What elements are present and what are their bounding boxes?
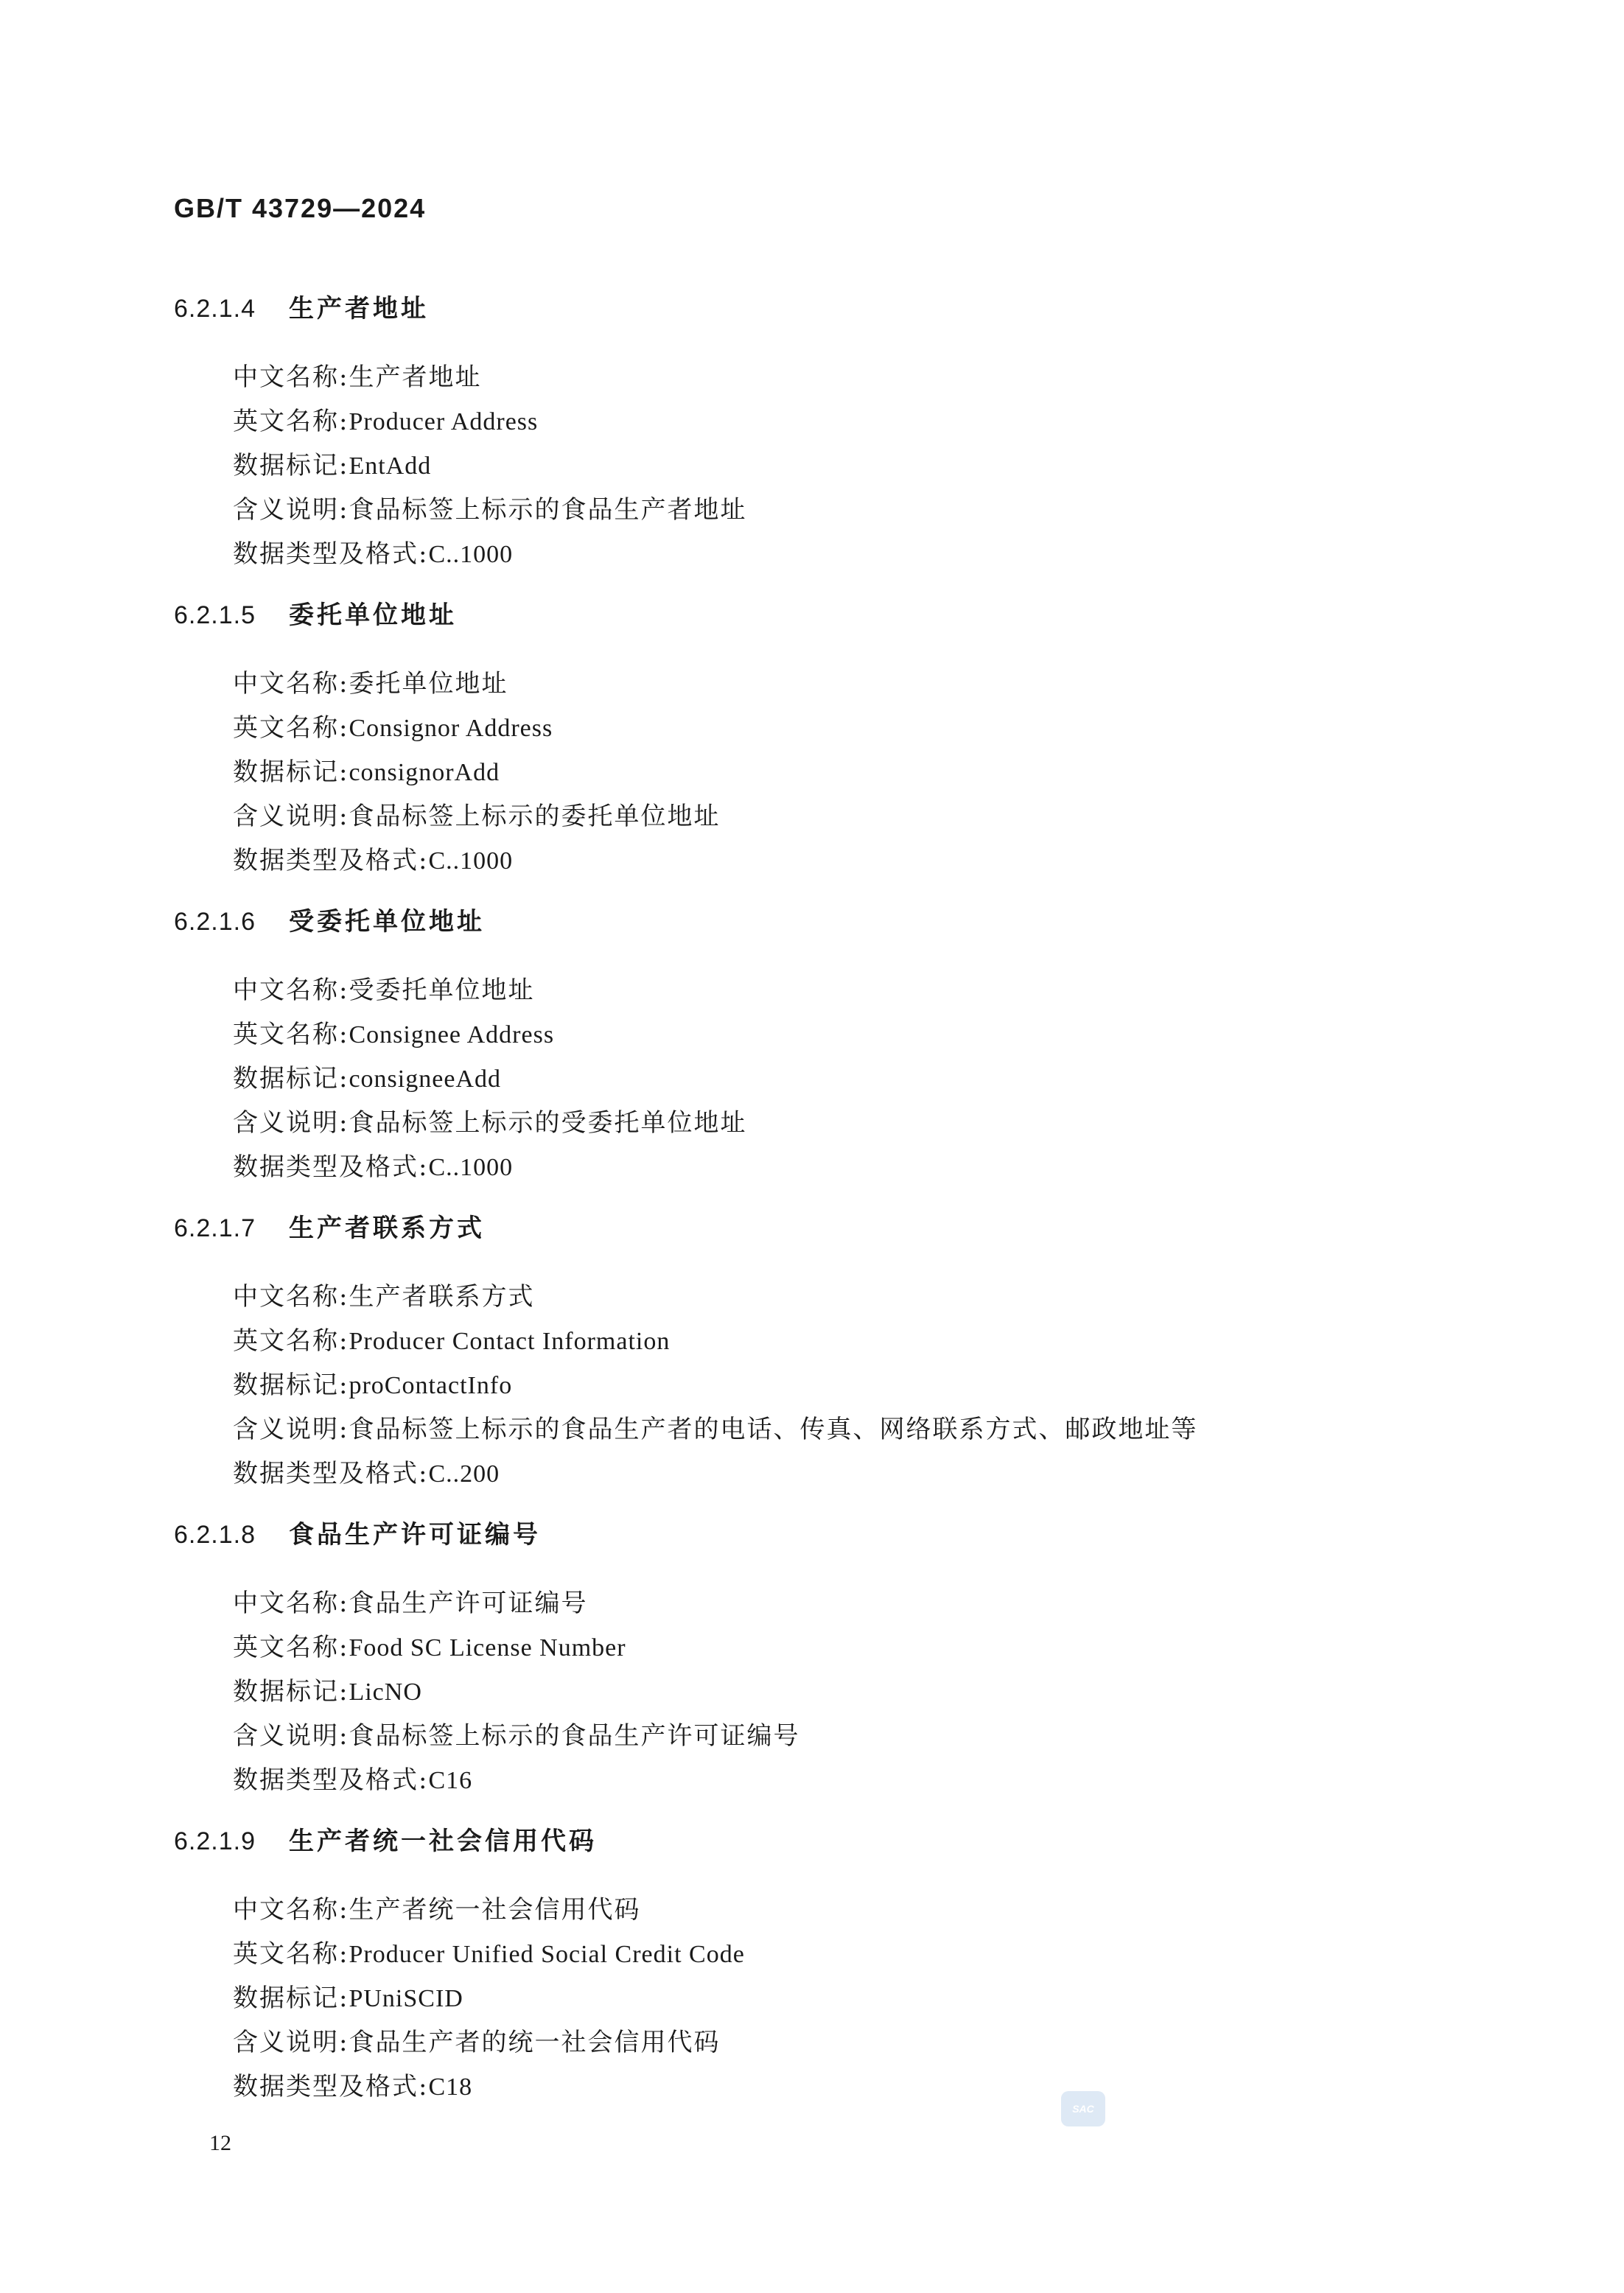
field-label: 数据类型及格式: bbox=[233, 1459, 429, 1488]
field-label: 数据标记: bbox=[233, 1984, 349, 2013]
data-type-field bbox=[174, 1145, 1500, 1189]
section-heading bbox=[174, 1824, 1500, 1858]
field-value: Food SC License Number bbox=[349, 1634, 626, 1662]
field-label: 中文名称: bbox=[233, 1282, 349, 1312]
field-value: 食品标签上标示的食品生产者的电话、传真、网络联系方式、邮政地址等 bbox=[349, 1415, 1198, 1444]
field-value: C..1000 bbox=[428, 847, 514, 875]
field-label: 中文名称: bbox=[233, 1589, 349, 1618]
section-title: 生产者联系方式 bbox=[289, 1214, 485, 1243]
data-tag-field bbox=[174, 1670, 1500, 1714]
en-name-field bbox=[174, 1625, 1500, 1670]
cn-name-field bbox=[174, 968, 1500, 1012]
field-value: EntAdd bbox=[349, 452, 432, 480]
field-value: Consignee Address bbox=[349, 1021, 555, 1049]
section-title: 生产者统一社会信用代码 bbox=[289, 1827, 597, 1856]
section-number: 6.2.1.4 bbox=[174, 295, 256, 323]
field-label: 含义说明: bbox=[233, 802, 349, 831]
en-name-field bbox=[174, 706, 1500, 750]
field-value: 食品标签上标示的食品生产许可证编号 bbox=[349, 1721, 800, 1751]
field-value: 生产者联系方式 bbox=[349, 1282, 535, 1312]
field-value: C..1000 bbox=[428, 541, 514, 568]
section-number: 6.2.1.5 bbox=[174, 601, 256, 629]
field-label: 数据标记: bbox=[233, 451, 349, 480]
section-number: 6.2.1.9 bbox=[174, 1827, 256, 1855]
field-label: 数据类型及格式: bbox=[233, 539, 429, 569]
field-label: 含义说明: bbox=[233, 495, 349, 525]
field-value: 生产者统一社会信用代码 bbox=[349, 1895, 641, 1925]
section-6-2-1-8 bbox=[174, 1518, 1500, 1802]
field-label: 英文名称: bbox=[233, 713, 349, 743]
document-body bbox=[174, 292, 1500, 2109]
field-label: 数据标记: bbox=[233, 757, 349, 787]
field-label: 数据标记: bbox=[233, 1677, 349, 1706]
meaning-field bbox=[174, 1407, 1500, 1452]
data-type-field bbox=[174, 839, 1500, 883]
field-value: C..200 bbox=[428, 1460, 500, 1488]
data-type-field bbox=[174, 532, 1500, 576]
field-value: consignorAdd bbox=[349, 759, 500, 786]
field-label: 含义说明: bbox=[233, 1108, 349, 1138]
field-value: Producer Unified Social Credit Code bbox=[349, 1941, 745, 1968]
field-value: 委托单位地址 bbox=[349, 669, 508, 699]
field-label: 中文名称: bbox=[233, 1895, 349, 1925]
en-name-field bbox=[174, 1932, 1500, 1976]
meaning-field bbox=[174, 2020, 1500, 2065]
en-name-field bbox=[174, 1012, 1500, 1057]
cn-name-field bbox=[174, 1275, 1500, 1319]
en-name-field bbox=[174, 1319, 1500, 1363]
data-tag-field bbox=[174, 1057, 1500, 1101]
field-label: 中文名称: bbox=[233, 976, 349, 1005]
sac-watermark-logo: SAC bbox=[1061, 2091, 1105, 2126]
field-value: proContactInfo bbox=[349, 1372, 513, 1399]
data-tag-field bbox=[174, 1363, 1500, 1407]
section-6-2-1-7 bbox=[174, 1211, 1500, 1496]
data-type-field bbox=[174, 1452, 1500, 1496]
field-value: 食品标签上标示的委托单位地址 bbox=[349, 802, 721, 831]
field-label: 含义说明: bbox=[233, 1721, 349, 1751]
section-heading bbox=[174, 598, 1500, 632]
field-value: 生产者地址 bbox=[349, 363, 482, 392]
meaning-field bbox=[174, 488, 1500, 532]
data-tag-field bbox=[174, 750, 1500, 794]
field-label: 含义说明: bbox=[233, 2028, 349, 2057]
section-6-2-1-5 bbox=[174, 598, 1500, 883]
field-value: 食品标签上标示的食品生产者地址 bbox=[349, 495, 747, 525]
field-value: 食品标签上标示的受委托单位地址 bbox=[349, 1108, 747, 1138]
field-value: PUniSCID bbox=[349, 1985, 463, 2012]
data-type-field bbox=[174, 1758, 1500, 1802]
field-label: 数据类型及格式: bbox=[233, 846, 429, 875]
field-label: 数据类型及格式: bbox=[233, 1765, 429, 1795]
field-label: 英文名称: bbox=[233, 1326, 349, 1356]
standard-code-header: GB/T 43729—2024 bbox=[174, 193, 427, 223]
field-value: 受委托单位地址 bbox=[349, 976, 535, 1005]
field-label: 含义说明: bbox=[233, 1415, 349, 1444]
field-value: consigneeAdd bbox=[349, 1065, 501, 1093]
meaning-field bbox=[174, 1101, 1500, 1145]
section-heading bbox=[174, 1518, 1500, 1552]
field-value: C18 bbox=[428, 2073, 473, 2101]
section-6-2-1-6 bbox=[174, 905, 1500, 1189]
field-value: 食品生产者的统一社会信用代码 bbox=[349, 2028, 721, 2057]
field-label: 英文名称: bbox=[233, 1020, 349, 1049]
page-number: 12 bbox=[209, 2131, 231, 2155]
field-value: Consignor Address bbox=[349, 715, 553, 742]
field-label: 英文名称: bbox=[233, 407, 349, 436]
section-title: 生产者地址 bbox=[289, 294, 429, 323]
field-label: 数据标记: bbox=[233, 1370, 349, 1400]
field-label: 数据类型及格式: bbox=[233, 1152, 429, 1182]
field-label: 数据类型及格式: bbox=[233, 2072, 429, 2101]
field-value: C16 bbox=[428, 1767, 473, 1794]
field-value: Producer Address bbox=[349, 408, 539, 435]
field-value: LicNO bbox=[349, 1678, 422, 1706]
cn-name-field bbox=[174, 662, 1500, 706]
section-heading bbox=[174, 1211, 1500, 1245]
data-tag-field bbox=[174, 444, 1500, 488]
cn-name-field bbox=[174, 1581, 1500, 1625]
meaning-field bbox=[174, 794, 1500, 839]
field-value: 食品生产许可证编号 bbox=[349, 1589, 588, 1618]
meaning-field bbox=[174, 1714, 1500, 1758]
section-title: 委托单位地址 bbox=[289, 601, 457, 630]
section-number: 6.2.1.7 bbox=[174, 1214, 256, 1242]
section-number: 6.2.1.8 bbox=[174, 1521, 256, 1549]
cn-name-field bbox=[174, 1888, 1500, 1932]
section-number: 6.2.1.6 bbox=[174, 908, 256, 936]
field-value: Producer Contact Information bbox=[349, 1328, 671, 1355]
en-name-field bbox=[174, 399, 1500, 444]
field-label: 英文名称: bbox=[233, 1633, 349, 1662]
section-6-2-1-4 bbox=[174, 292, 1500, 576]
section-title: 受委托单位地址 bbox=[289, 907, 485, 937]
field-label: 中文名称: bbox=[233, 363, 349, 392]
field-label: 英文名称: bbox=[233, 1939, 349, 1969]
field-value: C..1000 bbox=[428, 1154, 514, 1181]
section-heading bbox=[174, 292, 1500, 326]
field-label: 中文名称: bbox=[233, 669, 349, 699]
cn-name-field bbox=[174, 355, 1500, 399]
data-type-field bbox=[174, 2065, 1500, 2109]
data-tag-field bbox=[174, 1976, 1500, 2020]
field-label: 数据标记: bbox=[233, 1064, 349, 1093]
section-title: 食品生产许可证编号 bbox=[289, 1520, 541, 1550]
section-heading bbox=[174, 905, 1500, 939]
section-6-2-1-9 bbox=[174, 1824, 1500, 2109]
